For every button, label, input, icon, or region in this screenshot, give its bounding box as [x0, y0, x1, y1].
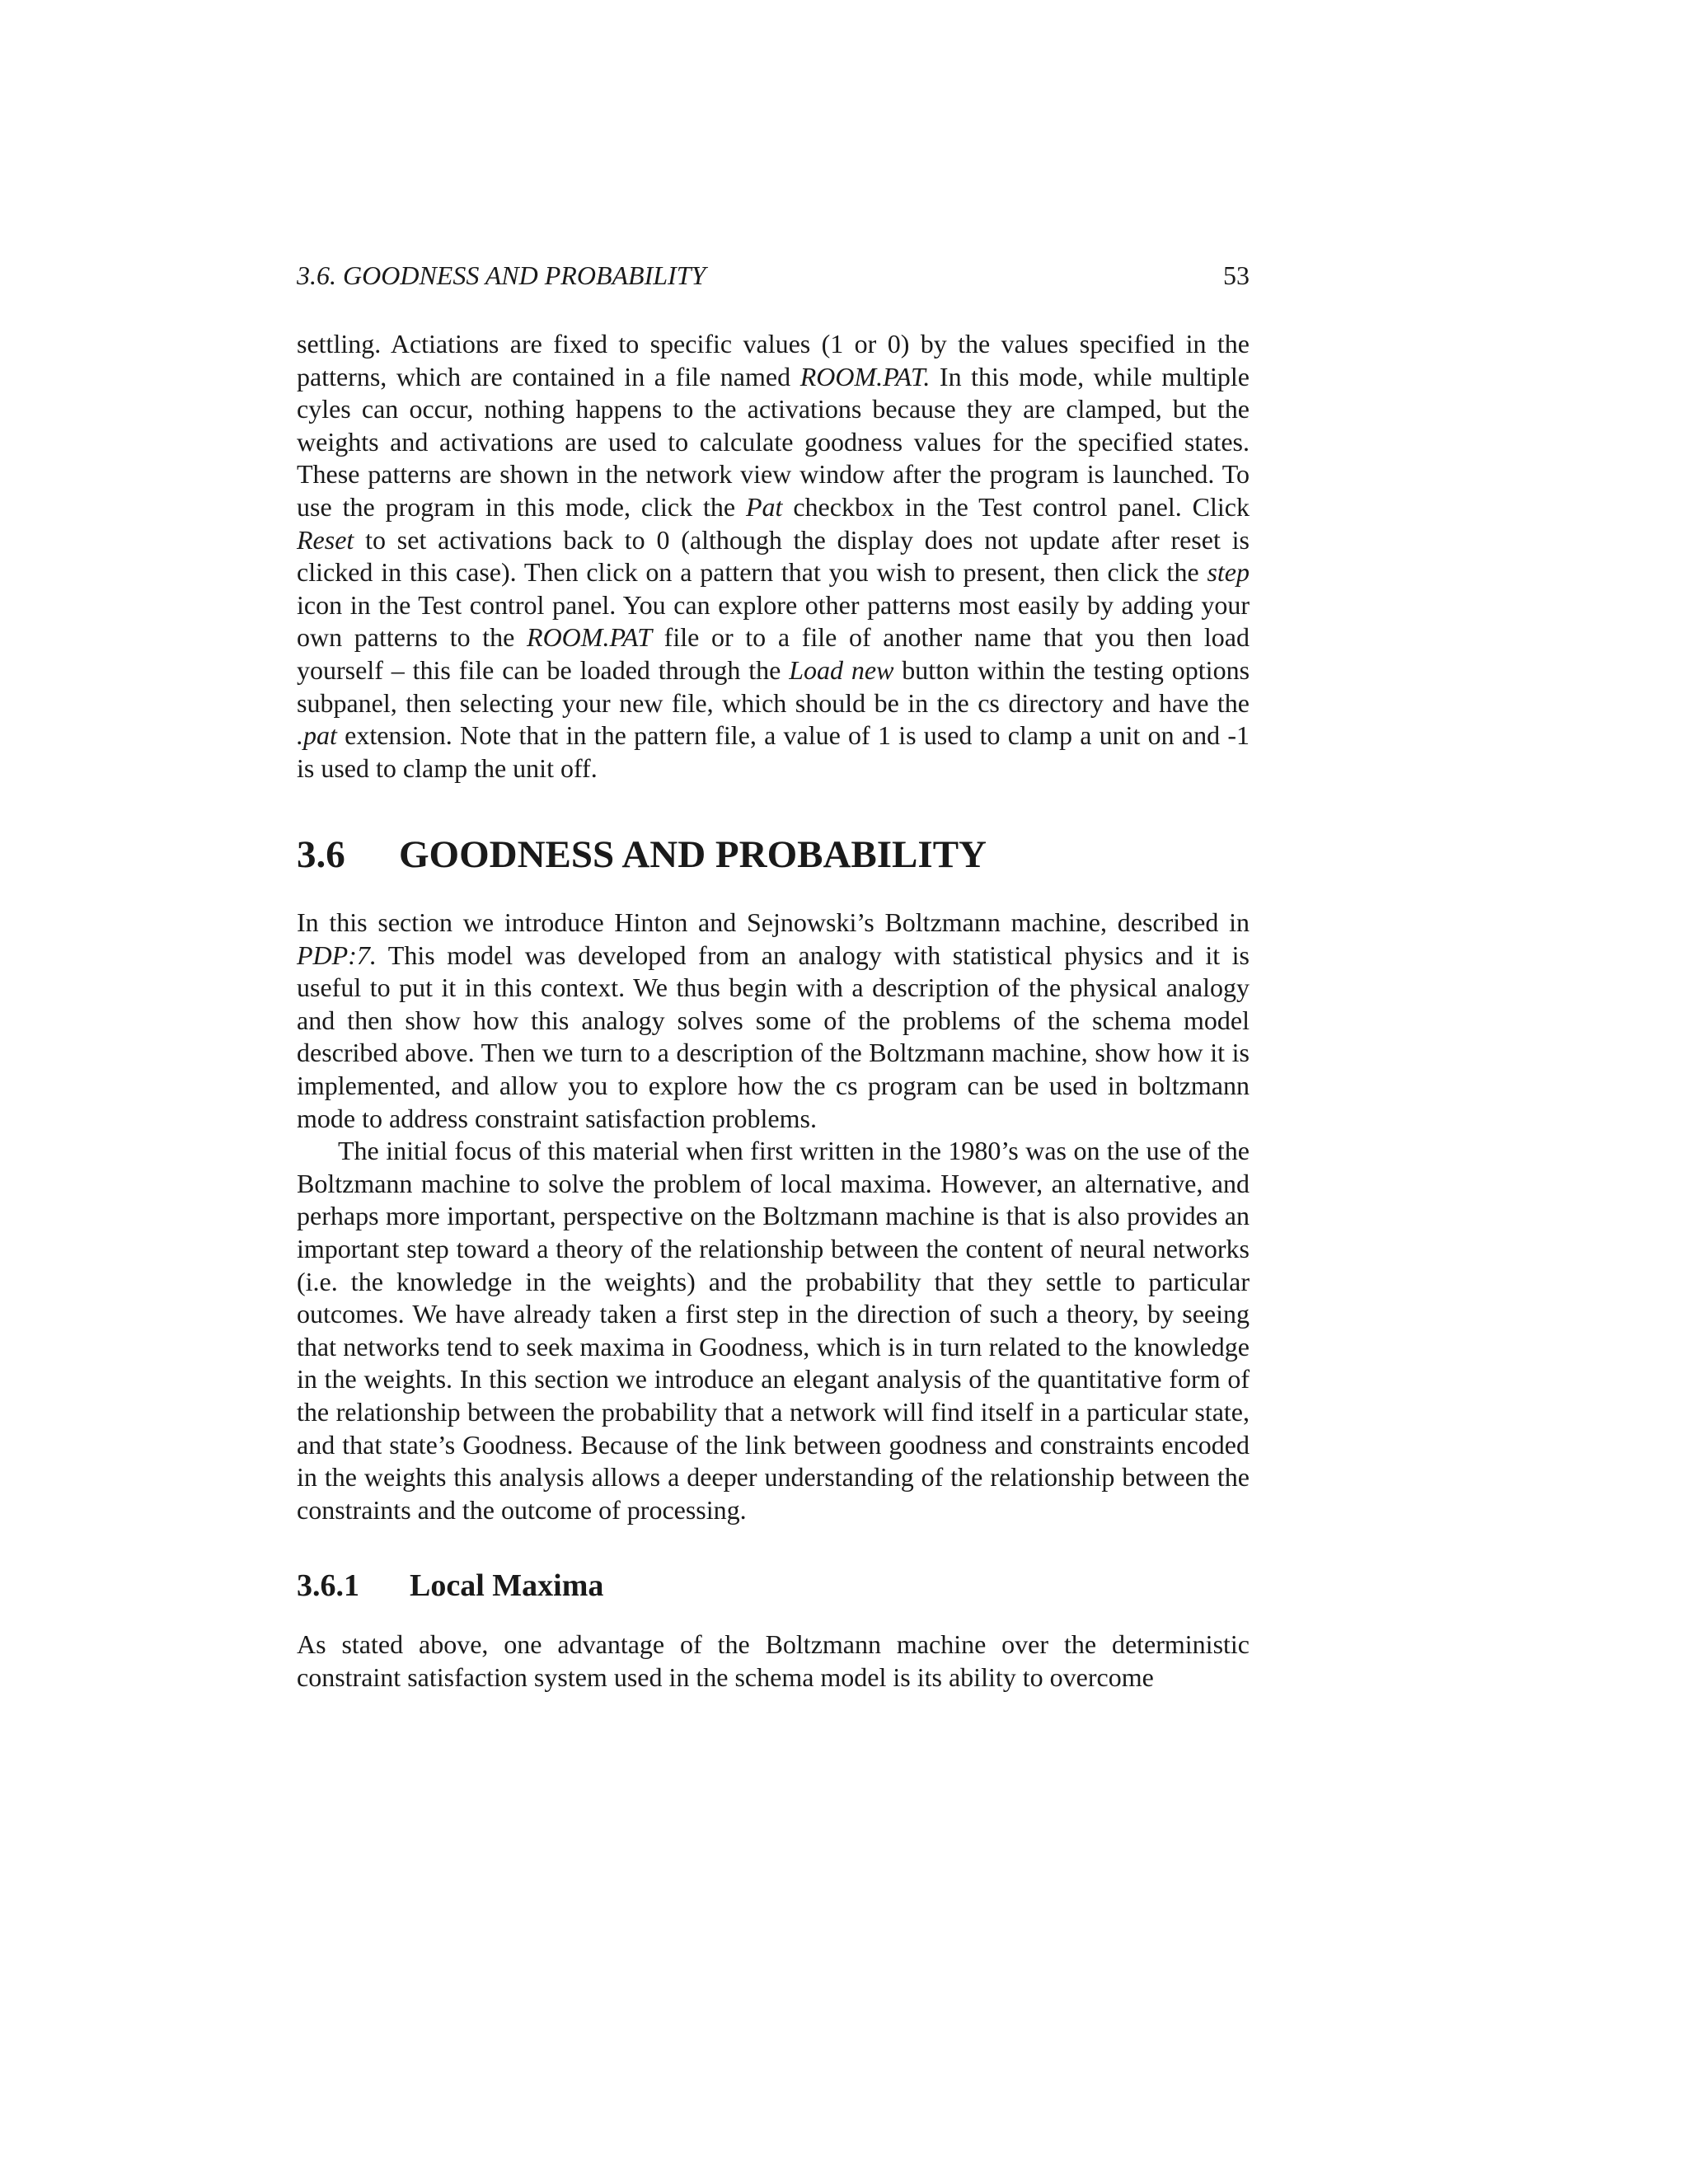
page-number: 53 — [1223, 260, 1250, 290]
paragraph-intro — [297, 907, 1250, 1135]
italic-term: ROOM.PAT — [527, 622, 653, 653]
paragraph-focus: The initial focus of this material when first written in the 1980’s was on the use of the Boltzmann machine to solve the problem of local maxima. However, an alternative, and perhaps more important, perspective on the Boltzmann machine is that is also provides an important step toward a theory of the relationship between the content of neural networks (i.e. the knowledge in the weights) and the probability that they settle to particular outcomes. We have already taken a first step in the direction of such a theory, by seeing that networks tend to seek maxima in Goodness, which is in turn related to the knowledge in the weights. In this section we introduce an elegant analysis of the quantitative form of the relationship between the probability that a network will find itself in a particular state, and that state’s Goodness. Because of the link between goodness and constraints encoded in the weights this analysis allows a deeper understanding of the relationship between the constraints and the outcome of processing. — [297, 1136, 1250, 1525]
text-run: settling. Actiations are fixed to specific values (1 or 0) by the values specified in the patterns, which are contained in a file named — [297, 329, 1250, 391]
italic-term: ROOM.PAT. — [799, 361, 931, 391]
text-run: In this mode, while multiple cyles can occur, nothing happens to the activations because they are clamped, but the weights and activations are used to calculate goodness values for the specified states. These patterns are shown in the network view window after the program is launched. To use the program in this mode, click the — [297, 361, 1250, 522]
text-run: extension. Note that in the pattern file, a value of 1 is used to clamp a unit on and -1 is used to clamp the unit off. — [297, 720, 1250, 783]
subsection-title: Local Maxima — [410, 1568, 604, 1604]
text-run: file or to a file of another name that you then load yourself – this file can be loaded through the — [297, 622, 1250, 685]
italic-term: PDP:7. — [297, 940, 377, 970]
paragraph-pattern-mode — [297, 328, 1250, 785]
section-heading — [297, 834, 1250, 877]
running-header — [297, 262, 1250, 288]
text-run: to set activations back to 0 (although the display does not update after reset is clicked in this case). Then click on a pattern that you wish to present, then click the — [297, 524, 1250, 588]
text-run: checkbox in the Test control panel. Click — [782, 491, 1250, 522]
paragraph-local-maxima: As stated above, one advantage of the Boltzmann machine over the deterministic constraint satisfaction system used in the schema model is its ability to overcome — [297, 1629, 1250, 1692]
text-run: icon in the Test control panel. You can explore other patterns most easily by adding your own patterns to the — [297, 589, 1250, 653]
italic-term: .pat — [297, 720, 337, 751]
subsection-number: 3.6.1 — [297, 1568, 359, 1604]
page-content — [297, 262, 1250, 1694]
running-title: 3.6. GOODNESS AND PROBABILITY — [297, 260, 706, 290]
subsection-heading — [297, 1569, 1250, 1604]
section-title: GOODNESS AND PROBABILITY — [399, 833, 987, 877]
section-number: 3.6 — [297, 833, 345, 877]
text-run: In this section we introduce Hinton and Sejnowski’s Boltzmann machine, described in — [297, 907, 1250, 937]
text-run: button within the testing options subpanel, then selecting your new file, which should be in the cs directory and have the — [297, 654, 1250, 718]
italic-term: step — [1207, 557, 1250, 588]
italic-term: Load new — [789, 654, 894, 685]
italic-term: Pat — [746, 491, 783, 522]
italic-term: Reset — [297, 524, 354, 555]
text-run: This model was developed from an analogy with statistical physics and it is useful to put it in this context. We thus begin with a description of the physical analogy and then show how this analogy solves some of the problems of the schema model described above. Then we turn to a description of the Boltzmann machine, show how it is implemented, and allow you to explore how the cs program can be used in boltzmann mode to address constraint satisfaction problems. — [297, 940, 1250, 1133]
